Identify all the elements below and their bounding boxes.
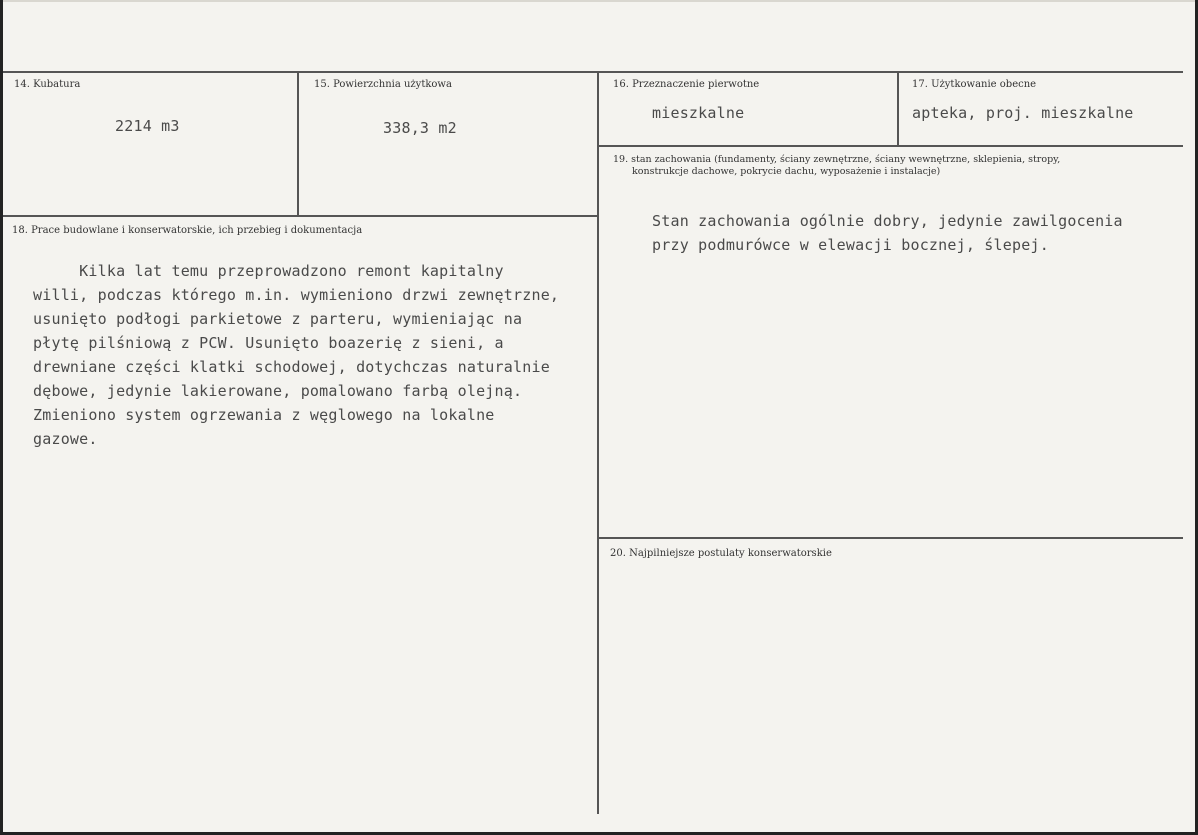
field-19-label-line1: 19. stan zachowania (fundamenty, ściany zewnętrzne, ściany wewnętrzne, sklepienia, stropy, — [613, 154, 1061, 165]
divider-16-17 — [897, 72, 899, 145]
field-17-label: 17. Użytkowanie obecne — [912, 79, 1037, 90]
field-18-line: Zmieniono system ogrzewania z węglowego na lokalne — [33, 406, 495, 424]
field-19-line: przy podmurówce w elewacji bocznej, ślepej. — [652, 236, 1049, 254]
field-18-line: gazowe. — [33, 430, 98, 448]
rule-above-20 — [598, 537, 1183, 539]
field-18-text — [33, 259, 559, 451]
field-16-label: 16. Przeznaczenie pierwotne — [613, 79, 760, 90]
field-15-value: 338,3 m2 — [383, 119, 457, 137]
field-19-line: Stan zachowania ogólnie dobry, jedynie zawilgocenia — [652, 212, 1123, 230]
field-14-value: 2214 m3 — [115, 117, 180, 135]
field-15-label: 15. Powierzchnia użytkowa — [314, 79, 452, 90]
card-top-edge — [0, 0, 1198, 2]
field-18-line: Kilka lat temu przeprowadzono remont kapitalny — [33, 262, 504, 280]
field-18-line: płytę pilśniową z PCW. Usunięto boazerię z sieni, a — [33, 334, 504, 352]
rule-under-16-17 — [598, 145, 1183, 147]
field-18-line: willi, podczas którego m.in. wymieniono drzwi zewnętrzne, — [33, 286, 560, 304]
rule-under-14-15 — [3, 215, 597, 217]
field-18-line: drewniane części klatki schodowej, dotychczas naturalnie — [33, 358, 550, 376]
card-left-border — [0, 0, 3, 835]
divider-14-15 — [297, 72, 299, 215]
field-18-line: usunięto podłogi parkietowe z parteru, wymieniając na — [33, 310, 523, 328]
field-18-line: dębowe, jedynie lakierowane, pomalowano farbą olejną. — [33, 382, 523, 400]
field-17-value: apteka, proj. mieszkalne — [912, 104, 1134, 122]
field-20-label: 20. Najpilniejsze postulaty konserwatorskie — [610, 548, 832, 559]
field-19-text — [652, 209, 1123, 257]
top-rule — [3, 71, 1183, 73]
field-19-label-line2: konstrukcje dachowe, pokrycie dachu, wyposażenie i instalacje) — [632, 166, 941, 177]
field-16-value: mieszkalne — [652, 104, 745, 122]
field-14-label: 14. Kubatura — [14, 79, 81, 90]
field-18-label: 18. Prace budowlane i konserwatorskie, ich przebieg i dokumentacja — [12, 225, 363, 236]
center-divider — [597, 72, 599, 814]
